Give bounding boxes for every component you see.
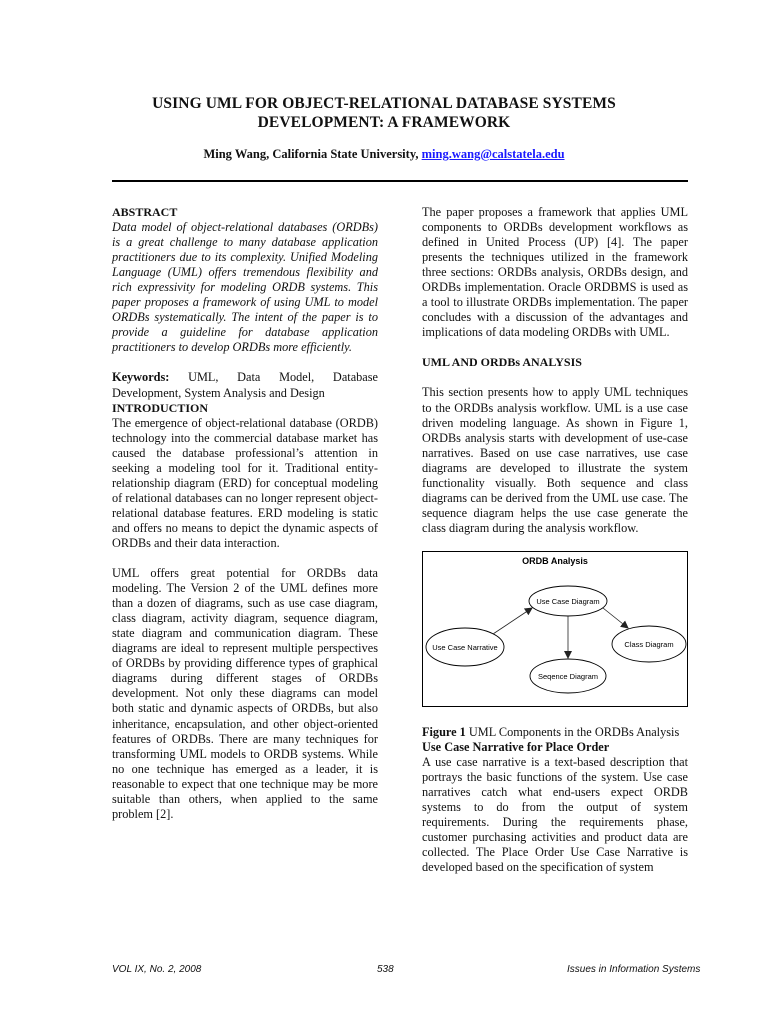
author-email-link[interactable]: ming.wang@calstatela.edu: [421, 147, 565, 161]
use-case-narrative-subheading: Use Case Narrative for Place Order: [422, 739, 610, 754]
arrow-narrative-to-use-case: [493, 608, 532, 634]
right-column: [422, 205, 688, 875]
figure-1-label: Figure 1: [422, 724, 466, 739]
title-line-1: USING UML FOR OBJECT-RELATIONAL DATABASE SYSTEMS: [152, 95, 616, 112]
footer-volume: VOL IX, No. 2, 2008: [112, 964, 202, 975]
node-use-case-narrative-label: Use Case Narrative: [432, 642, 498, 652]
use-case-narrative-paragraph: A use case narrative is a text-based description that portrays the basic functions of the system. Use case narratives catch what end-users expect ORDB systems to do from the output of system requirements. During the requirements phase, customer purchasing activities and product data are collected. The Place Order Use Case Narrative is developed based on the specification of system: [422, 755, 688, 875]
figure-1-caption-text: UML Components in the ORDBs Analysis: [465, 724, 680, 739]
introduction-heading: INTRODUCTION: [112, 400, 209, 415]
figure-1-caption: [422, 725, 688, 740]
keywords-list: UML, Data Model, Database Development, System Analysis and Design: [112, 370, 378, 400]
diagram-title: ORDB Analysis: [522, 555, 588, 566]
keywords: [112, 370, 378, 400]
author-name: Ming Wang, California State University,: [203, 147, 422, 161]
abstract-text: Data model of object-relational databases (ORDBs) is a great challenge to many database application practitioners due to its complexity. Unified Modeling Language (UML) offers tremendous flexibility and rich expressivity for modeling ORDB systems. This paper proposes a framework of using UML to model ORDBs systematically. The intent of the paper is to provide a guideline for database application practitioners to develop ORDBs more efficiently.: [112, 220, 378, 355]
keywords-label: Keywords:: [112, 370, 170, 385]
author-line: [80, 147, 688, 162]
footer-journal: Issues in Information Systems: [567, 964, 701, 975]
left-column: [112, 205, 378, 822]
introduction-paragraph-1: The emergence of object-relational database (ORDB) technology into the commercial database market has caused the database professional’s attention in seeking a modeling tool for it. Traditional entity-relationship diagram (ERD) for conceptual modeling of relational databases can no longer represent object-relational database features. ERD modeling is static and offers no means to depict the dynamic aspects of ORDBs and their data interaction.: [112, 415, 378, 550]
paper-title: [80, 94, 688, 132]
node-sequence-diagram-label: Seqence Diagram: [537, 671, 599, 681]
footer-page-number: 538: [377, 964, 394, 975]
figure-1: [422, 551, 688, 707]
arrow-use-case-to-class: [603, 608, 628, 628]
node-class-diagram-label: Class Diagram: [624, 639, 674, 649]
analysis-heading: UML AND ORDBs ANALYSIS: [422, 355, 582, 370]
analysis-paragraph: This section presents how to apply UML techniques to the ORDBs analysis workflow. UML is a use case driven modeling language. As shown in Figure 1, ORDBs analysis starts with development of use-case narratives. Based on use case narratives, use case diagrams are developed to illustrate the system functionality visually. Both sequence and class diagrams can be derived from the UML use case. The sequence diagram helps the use case generate the class diagram during the analysis workflow.: [422, 385, 688, 535]
ordb-analysis-diagram: [423, 552, 687, 706]
title-line-2: DEVELOPMENT: A FRAMEWORK: [257, 114, 511, 131]
framework-paragraph: The paper proposes a framework that applies UML components to ORDBs development workflows as defined in United Process (UP) [4]. The paper presents the techniques utilized in the framework three sections: ORDBs analysis, ORDBs design, and ORDBs implementation. Oracle ORDBMS is used as a tool to illustrate ORDBs implementation. The paper concludes with a discussion of the advantages and implications of data modeling ORDBs with UML.: [422, 205, 688, 340]
introduction-paragraph-2: UML offers great potential for ORDBs data modeling. The Version 2 of the UML defines more than a dozen of diagrams, such as use case diagram, class diagram, activity diagram, sequence diagram, state diagram and communication diagram. These diagrams are ideal to represent multiple perspectives of ORDBs by providing difference types of graphical diagrams during different stages of ORDBs development. Not only these diagrams can model both static and dynamic aspects of ORDBs, but also inheritance, encapsulation, and other object-oriented features of ORDBs. There are many techniques for transforming UML models to ORDB systems. While no one technique has emerged as a leader, it is reasonable to expect that one technique may be more suitable than others, when applied to the same problem [2].: [112, 566, 378, 821]
abstract-heading: ABSTRACT: [112, 205, 178, 219]
node-use-case-diagram-label: Use Case Diagram: [536, 596, 600, 606]
title-divider: [112, 180, 688, 182]
